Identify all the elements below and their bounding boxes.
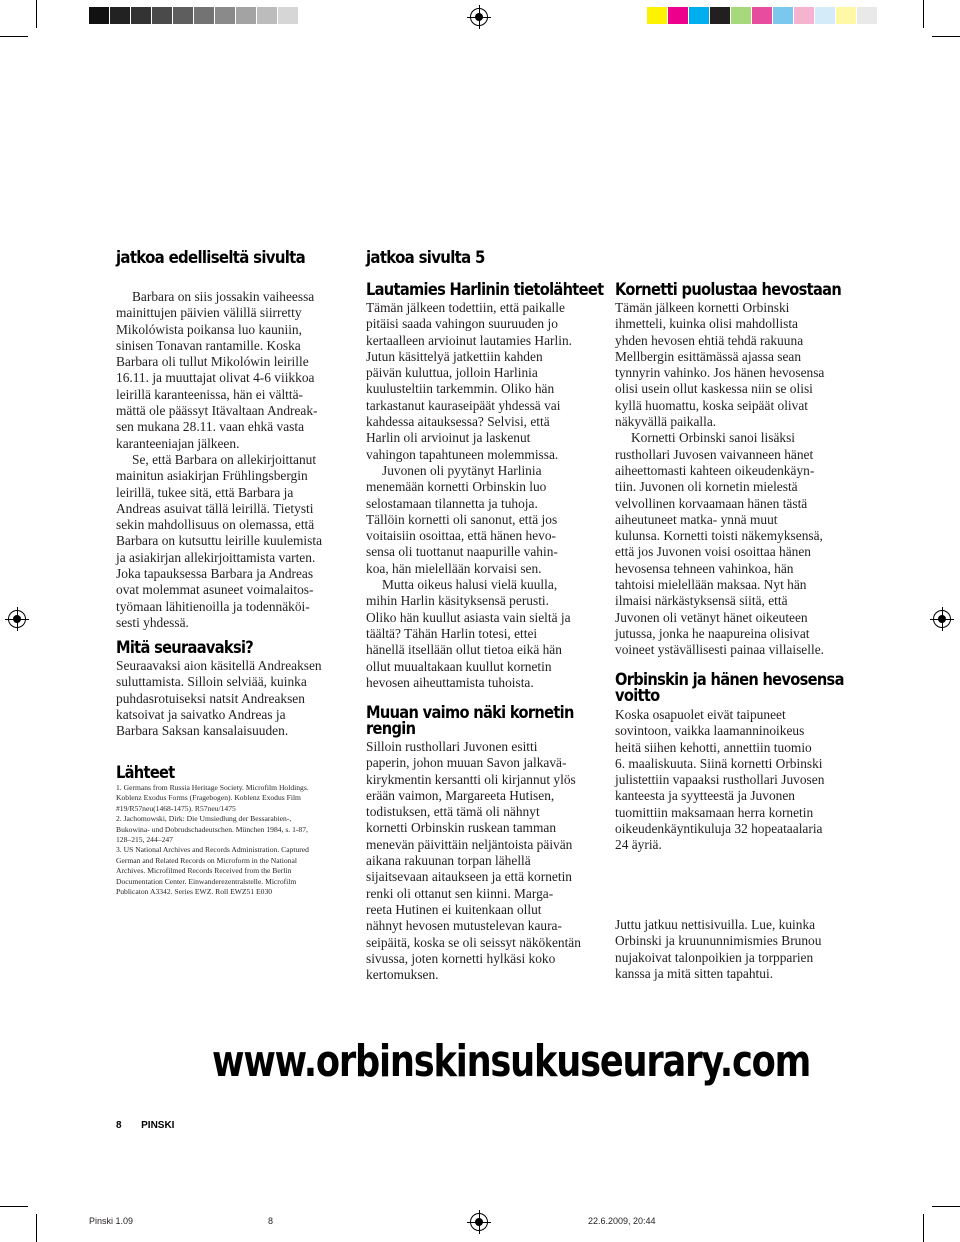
grey-swatch	[194, 7, 215, 24]
crop-mark	[0, 36, 28, 37]
color-swatch	[689, 7, 710, 24]
page-footer	[116, 1120, 174, 1131]
subheading-next: Mitä seuraavaksi?	[116, 638, 254, 658]
section-title-voitto	[615, 672, 844, 704]
section-title-line: voitto	[615, 686, 660, 706]
paragraph: Tämän jälkeen kornetti Orbinski ihmetteli, kuinka olisi mahdollista yhden hevosen ehtiä tehdä rakuuna Mellbergin esittämässä ajassa sean tynnyrin vahinko. Jos hänen hevosensa olisi usein ollut kaskessa niin se olisi kyllä huomattu, koska seipäät olivat näkyvällä paikalla.	[615, 300, 825, 430]
section-title-line: Muuan vaimo näki kornetin	[366, 703, 574, 723]
greyscale-calibration-bar	[89, 7, 299, 24]
paragraph: Juttu jatkuu nettisivuilla. Lue, kuinka Orbinski ja kruununnimismies Brunou nujakoivat talonpoikien ja torpparien kanssa ja mitä sitten tapahtui.	[615, 917, 822, 981]
color-swatch	[752, 7, 773, 24]
color-swatch	[857, 7, 878, 24]
slug-filename: Pinski 1.09	[89, 1216, 134, 1226]
registration-mark-icon	[8, 610, 26, 628]
color-swatch	[836, 7, 857, 24]
color-swatch	[668, 7, 689, 24]
color-swatch	[773, 7, 794, 24]
middle-continuation-header: jatkoa sivulta 5	[366, 248, 485, 268]
grey-swatch	[110, 7, 131, 24]
color-swatch	[710, 7, 731, 24]
paragraph: Barbara on siis jossakin vaiheessa mainittujen päivien välillä siirretty Mikolówista poikansa luo kauniin, sinisen Tonavan rantamille. Koska Barbara oli tullut Mikolówin leirille 16.11. ja muuttajat olivat 4-6 viikkoa leirillä karanteenissa, hän ei välttä- mättä ole päässyt Itävaltaan Andreak- sen mukana 28.11. vaan ehkä vasta karanteeniajan jälkeen.	[116, 289, 318, 451]
crop-mark	[923, 0, 924, 28]
reference-item: 3. US National Archives and Records Administration. Captured German and Related Records on Microform in the National Archives. Microfilmed Records Received from the Berlin Documentation Center. Einwanderezentralstelle. Microfilm Publicaton A3342. Series EWZ. Roll EWZ51 E030	[116, 845, 309, 897]
reference-item: 1. Germans from Russia Heritage Society. Microfilm Holdings. Koblenz Exodus Forms (Fragebogen). Koblenz Exodus Film #19/R57neu(1468-1475). R57neu/1475	[116, 783, 309, 813]
crop-mark	[36, 0, 37, 28]
color-swatch	[794, 7, 815, 24]
paragraph: Seuraavaksi aion käsitellä Andreaksen suluttamista. Silloin selviää, kuinka puhdasrotuiseksi natsit Andreaksen katsoivat ja saivatko Andreas ja Barbara Saksan kansalaisuuden.	[116, 658, 322, 739]
registration-mark-icon	[933, 610, 951, 628]
slug-page: 8	[268, 1216, 274, 1226]
grey-swatch	[131, 7, 152, 24]
closing-note	[615, 917, 855, 982]
left-continuation-header: jatkoa edelliseltä sivulta	[116, 248, 306, 268]
left-column-text-end	[116, 658, 352, 739]
crop-mark	[36, 1214, 37, 1242]
grey-swatch	[257, 7, 278, 24]
paragraph: Kornetti Orbinski sanoi lisäksi rusthollari Juvosen vaivanneen hänet aiheettomasti kahteen oikeudenkäyn- tiin. Juvonen oli kornetin mielestä velvollinen korvaamaan hänen tästä aiheutuneet matka- ynnä muut kulunsa. Kornetti toisti näkemyksensä, että jos Juvonen voisi osoittaa hänen hevosensa tehneen vahinkoa, hän tahtoisi mielellään maksaa. Nyt hän ilmaisi närkästyksensä siitä, että Juvonen oli vetänyt hänet oikeuteen jutussa, jonka he naapureina olisivat voineet ystävällisesti painaa villaiselle.	[615, 430, 824, 658]
references-heading: Lähteet	[116, 763, 175, 783]
registration-mark-icon	[470, 8, 488, 26]
color-swatch	[731, 7, 752, 24]
page-number: 8	[116, 1120, 122, 1131]
paragraph: Silloin rusthollari Juvonen esitti paperin, johon muuan Savon jalkavä- kirykmentin kersantti oli kirjannut ylös erään vaimon, Margareeta Hutisen, todistuksen, että tämä oli nähnyt kornetti Orbinskin ruskean tamman menevän päivittäin neljäntoista päivän aikana rakuunan torpan lähellä sijaitsevaan aitaukseen ja että kornetin renki oli ottanut sen kiinni. Marga- reeta Hutinen ei kuitenkaan ollut nähnyt hevosen mutustelevan kaura- seipäitä, koska se oli seissyt näkökentän sivussa, joten kornetti hylkäsi koko kertomuksen.	[366, 739, 581, 983]
color-swatch	[647, 7, 668, 24]
color-swatch	[815, 7, 836, 24]
website-url[interactable]: www.orbinskinsukuseurary.com	[212, 1036, 811, 1087]
grey-swatch	[152, 7, 173, 24]
section-title-kornetti: Kornetti puolustaa hevostaan	[615, 280, 842, 300]
right-column-text	[615, 300, 855, 659]
paragraph: Tämän jälkeen todettiin, että paikalle pitäisi saada vahingon suuruuden jo kertaalleen arvioinut lautamies Harlin. Jutun käsittelyä jatkettiin kahden päivän kuluttua, jolloin Harlinia kuulusteltiin tarkemmin. Oliko hän tarkastanut kauraseipäät yhdessä vai kahdessa aitauksessa? Selvisi, että Harlin oli arvioinut ja laskenut vahingon tapahtuneen molemmissa.	[366, 300, 572, 462]
section-title-muuan-vaimo	[366, 705, 574, 737]
magazine-name: PINSKI	[141, 1120, 175, 1131]
grey-swatch	[278, 7, 299, 24]
references-list	[116, 783, 356, 897]
grey-swatch	[236, 7, 257, 24]
left-column-text	[116, 289, 352, 631]
paragraph: Se, että Barbara on allekirjoittanut mainitun asiakirjan Frühlingsbergin leirillä, tukee sitä, että Barbara ja Andreas asuivat tällä leirillä. Tietysti sekin mahdollisuus on olemassa, että Barbara on kutsuttu leirille kuulemista ja asiakirjan allekirjoittamista varten. Joka tapauksessa Barbara ja Andreas ovat molemmat asuneet voimalaitos- työmaan lähitienoilla ja todennäköi- sesti yhdessä.	[116, 451, 323, 630]
grey-swatch	[215, 7, 236, 24]
paragraph: Juvonen oli pyytänyt Harlinia menemään kornetti Orbinskin luo selostamaan tilannetta ja tuhoja. Tällöin kornetti oli sanonut, että jos voitaisiin osoittaa, että hänen hevo- sensa oli tuottanut naapurille vahin- koa, hän mielellään korvaisi sen.	[366, 462, 558, 576]
crop-mark	[932, 36, 960, 37]
crop-mark	[923, 1214, 924, 1242]
crop-mark	[932, 1206, 960, 1207]
middle-column-text	[366, 300, 606, 691]
middle-column-text-2	[366, 739, 606, 983]
section-title-line: rengin	[366, 719, 416, 739]
crop-mark	[0, 1206, 28, 1207]
paragraph: Koska osapuolet eivät taipuneet sovintoon, vaikka laamanninoikeus heitä siihen kehotti, annettiin tuomio 6. maaliskuuta. Siinä kornetti Orbinski julistettiin vapaaksi rusthollari Juvosen kanteesta ja syytteestä ja Juvonen tuomittiin maksamaan herra kornetin oikeudenkäyntikuluja 32 hopeataalaria 24 äyriä.	[615, 707, 825, 853]
paragraph: Mutta oikeus halusi vielä kuulla, mihin Harlin käsityksensä perusti. Oliko hän kuullut asiasta vain sieltä ja täältä? Tähän Harlin totesi, ettei hänellä itsellään ollut tietoa eikä hän ollut muualtakaan kuullut kornetin hevosen aiheuttamista tuhoista.	[366, 577, 571, 690]
grey-swatch	[89, 7, 110, 24]
color-calibration-bar	[647, 7, 878, 24]
reference-item: 2. Jachomowski, Dirk: Die Umsiedlung der Bessarabien-, Bukowina- und Dobrudschadeutschen. München 1984, s. 1-87, 128–215, 244–247	[116, 814, 308, 845]
slug-timestamp: 22.6.2009, 20:44	[588, 1216, 656, 1226]
section-title-harlin: Lautamies Harlinin tietolähteet	[366, 280, 604, 300]
right-column-text-2	[615, 707, 855, 854]
section-title-line: Orbinskin ja hänen hevosensa	[615, 670, 844, 690]
registration-mark-icon	[470, 1213, 488, 1231]
grey-swatch	[173, 7, 194, 24]
